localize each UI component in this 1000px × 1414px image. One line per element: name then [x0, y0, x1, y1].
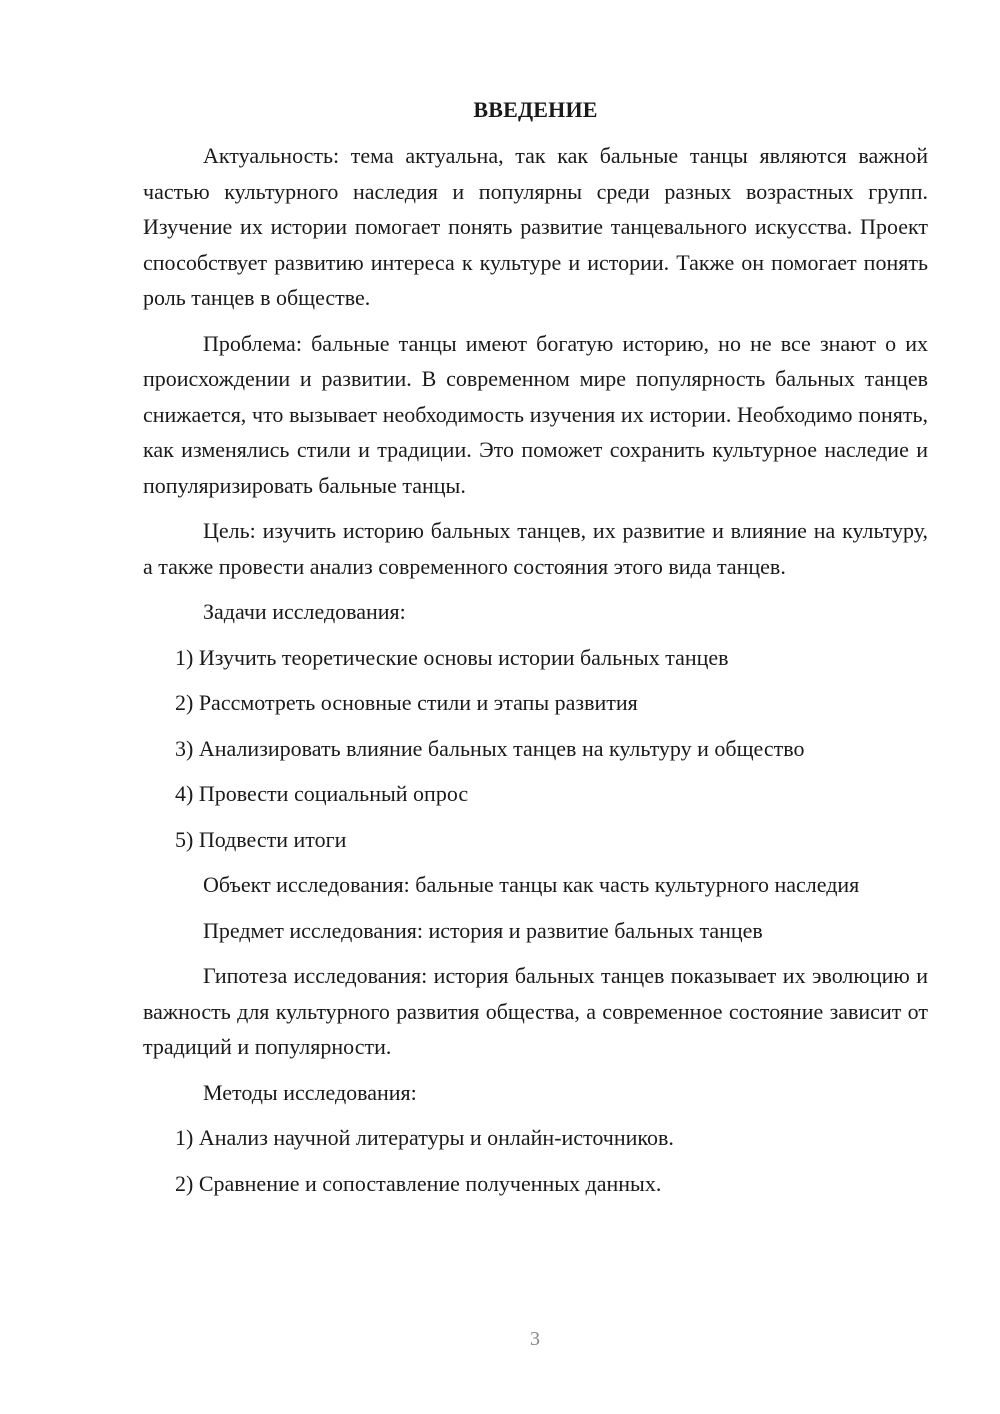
problem-paragraph: Проблема: бальные танцы имеют богатую историю, но не все знают о их происхождении и развитии. В современном мире популярность бальных танцев снижается, что вызывает необходимость изучения их истории. Необходимо понять, как изменялись стили и традиции. Это поможет сохранить культурное наследие и популяризировать бальные танцы.	[143, 330, 928, 498]
goal-paragraph: Цель: изучить историю бальных танцев, их развитие и влияние на культуру, а также провести анализ современного состояния этого вида танцев.	[143, 518, 928, 579]
object-paragraph: Объект исследования: бальные танцы как часть культурного наследия	[203, 872, 860, 897]
relevance-paragraph: Актуальность: тема актуальна, так как бальные танцы являются важной частью культурного наследия и популярны среди разных возрастных групп. Изучение их истории помогает понять развитие танцевального искусства. Проект способствует развитию интереса к культуре и истории. Также он помогает понять роль танцев в обществе.	[143, 143, 928, 310]
task-item-1: 1) Изучить теоретические основы истории бальных танцев	[175, 644, 729, 670]
subject-paragraph: Предмет исследования: история и развитие бальных танцев	[203, 917, 763, 943]
methods-heading: Методы исследования:	[203, 1079, 417, 1105]
tasks-heading: Задачи исследования:	[203, 599, 406, 624]
method-item-1: 1) Анализ научной литературы и онлайн-источников.	[175, 1125, 674, 1150]
method-item-2: 2) Сравнение и сопоставление полученных данных.	[175, 1170, 662, 1196]
document-title: ВВЕДЕНИЕ	[473, 97, 598, 122]
hypothesis-paragraph: Гипотеза исследования: история бальных танцев показывает их эволюцию и важность для культурного развития общества, а современное состояние зависит от традиций и популярности.	[143, 963, 928, 1059]
document-page	[143, 90, 928, 1211]
task-item-2: 2) Рассмотреть основные стили и этапы развития	[175, 690, 638, 715]
task-item-5: 5) Подвести итоги	[175, 826, 347, 852]
task-item-3: 3) Анализировать влияние бальных танцев на культуру и общество	[175, 735, 805, 761]
page-number: 3	[530, 1328, 540, 1350]
task-item-4: 4) Провести социальный опрос	[175, 781, 469, 806]
